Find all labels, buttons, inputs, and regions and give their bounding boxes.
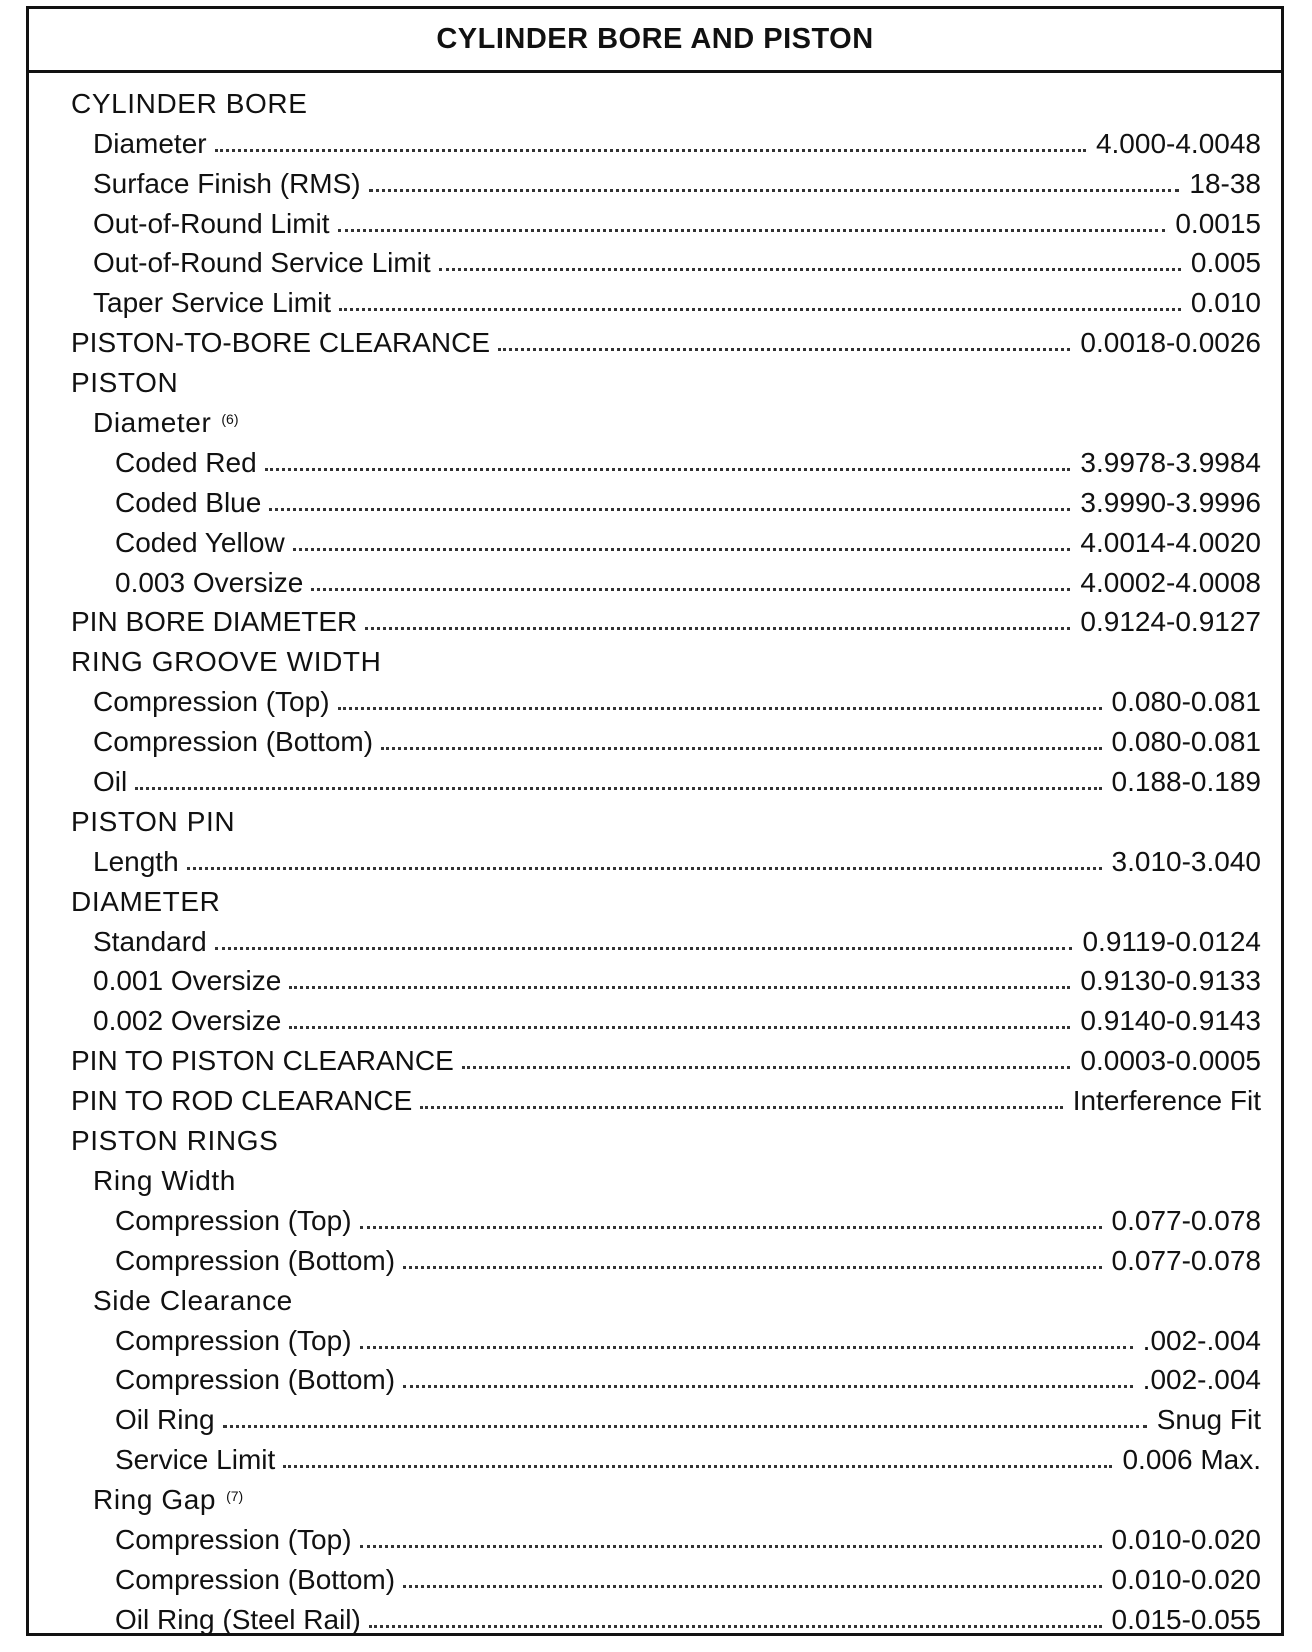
dot-leader: [293, 548, 1071, 551]
spec-value: 0.9119-0.0124: [1082, 925, 1261, 957]
spec-row: [71, 681, 1261, 721]
dot-leader: [439, 268, 1181, 271]
spec-value: 0.015-0.055: [1111, 1603, 1261, 1635]
spec-label: Service Limit: [115, 1444, 276, 1476]
dot-leader: [498, 348, 1070, 351]
spec-label: PIN TO ROD CLEARANCE: [71, 1085, 413, 1117]
spec-label: PIN BORE DIAMETER: [71, 606, 358, 638]
spec-value: 3.9978-3.9984: [1080, 446, 1261, 478]
dot-leader: [187, 867, 1102, 870]
spec-label: Out-of-Round Service Limit: [93, 247, 431, 279]
spec-value: 0.010: [1190, 287, 1261, 319]
dot-leader: [403, 1585, 1101, 1588]
section-heading: [71, 1280, 1261, 1320]
spec-row: [71, 1200, 1261, 1240]
footnote-marker: (6): [221, 411, 239, 428]
dot-leader: [403, 1266, 1101, 1269]
spec-row: [71, 1399, 1261, 1439]
spec-label: Standard: [93, 925, 207, 957]
section-heading: [71, 1120, 1261, 1160]
spec-label: Compression (Top): [115, 1523, 352, 1555]
spec-value: 0.9130-0.9133: [1080, 965, 1261, 997]
spec-label: DIAMETER: [71, 885, 221, 917]
spec-row: [71, 1559, 1261, 1599]
spec-value: 0.080-0.081: [1111, 726, 1261, 758]
dot-leader: [338, 707, 1102, 710]
spec-label: Coded Red: [115, 446, 257, 478]
dot-leader: [283, 1465, 1112, 1468]
dot-leader: [223, 1425, 1147, 1428]
spec-value: .002-.004: [1142, 1324, 1261, 1356]
table-title: CYLINDER BORE AND PISTON: [29, 9, 1281, 73]
dot-leader: [311, 588, 1070, 591]
spec-row: [71, 243, 1261, 283]
dot-leader: [215, 947, 1073, 950]
section-heading: [71, 1479, 1261, 1519]
dot-leader: [369, 189, 1180, 192]
spec-value: 0.188-0.189: [1111, 766, 1261, 798]
spec-value: 0.0015: [1175, 207, 1261, 239]
dot-leader: [369, 1625, 1102, 1628]
spec-label: Compression (Bottom): [115, 1364, 396, 1396]
dot-leader: [365, 627, 1070, 630]
spec-value: 0.080-0.081: [1111, 686, 1261, 718]
spec-row: [71, 1599, 1261, 1639]
spec-label: Surface Finish (RMS): [93, 167, 361, 199]
dot-leader: [381, 747, 1101, 750]
dot-leader: [289, 986, 1070, 989]
spec-value: 0.077-0.078: [1111, 1204, 1261, 1236]
spec-label: Compression (Top): [115, 1324, 352, 1356]
spec-value: 3.010-3.040: [1111, 845, 1261, 877]
spec-label: 0.003 Oversize: [115, 566, 304, 598]
spec-value: 0.005: [1190, 247, 1261, 279]
spec-label: Ring Gap: [93, 1484, 217, 1516]
spec-label: Taper Service Limit: [93, 287, 332, 319]
spec-value: 18-38: [1189, 167, 1261, 199]
spec-row: [71, 1000, 1261, 1040]
spec-list: [71, 83, 1261, 1639]
spec-value: Interference Fit: [1072, 1085, 1261, 1117]
spec-value: 0.006 Max.: [1122, 1444, 1261, 1476]
spec-label: Compression (Bottom): [115, 1244, 396, 1276]
spec-value: 0.9124-0.9127: [1080, 606, 1261, 638]
spec-label: Diameter: [93, 127, 207, 159]
spec-row: [71, 282, 1261, 322]
dot-leader: [403, 1385, 1133, 1388]
section-heading: [71, 801, 1261, 841]
spec-label: RING GROOVE WIDTH: [71, 646, 382, 678]
spec-label: Length: [93, 845, 179, 877]
spec-row: [71, 921, 1261, 961]
dot-leader: [289, 1026, 1070, 1029]
dot-leader: [360, 1545, 1102, 1548]
spec-label: PISTON RINGS: [71, 1125, 279, 1157]
spec-row: [71, 961, 1261, 1001]
spec-label: Compression (Top): [93, 686, 330, 718]
spec-row: [71, 1080, 1261, 1120]
spec-row: [71, 1320, 1261, 1360]
spec-row: [71, 562, 1261, 602]
spec-label: Compression (Bottom): [93, 726, 374, 758]
spec-label: Ring Width: [93, 1164, 236, 1196]
dot-leader: [462, 1066, 1071, 1069]
spec-value: 4.0014-4.0020: [1080, 526, 1261, 558]
spec-row: [71, 442, 1261, 482]
spec-row: [71, 322, 1261, 362]
dot-leader: [338, 229, 1166, 232]
spec-value: 4.0002-4.0008: [1080, 566, 1261, 598]
dot-leader: [339, 308, 1181, 311]
spec-value: 3.9990-3.9996: [1080, 486, 1261, 518]
spec-row: [71, 1040, 1261, 1080]
spec-row: [71, 203, 1261, 243]
spec-label: 0.001 Oversize: [93, 965, 282, 997]
section-heading: [71, 1160, 1261, 1200]
dot-leader: [360, 1226, 1102, 1229]
spec-row: [71, 1240, 1261, 1280]
spec-row: [71, 1439, 1261, 1479]
section-heading: [71, 402, 1261, 442]
dot-leader: [135, 787, 1101, 790]
spec-row: [71, 163, 1261, 203]
spec-value: 0.010-0.020: [1111, 1563, 1261, 1595]
spec-table: [26, 6, 1284, 1636]
spec-label: PISTON PIN: [71, 805, 236, 837]
spec-label: Compression (Bottom): [115, 1563, 396, 1595]
spec-value: .002-.004: [1142, 1364, 1261, 1396]
spec-value: 0.0003-0.0005: [1080, 1045, 1261, 1077]
spec-row: [71, 841, 1261, 881]
spec-value: 0.9140-0.9143: [1080, 1005, 1261, 1037]
spec-label: Oil Ring: [115, 1404, 215, 1436]
spec-value: Snug Fit: [1156, 1404, 1261, 1436]
dot-leader: [215, 149, 1086, 152]
spec-value: 0.010-0.020: [1111, 1523, 1261, 1555]
spec-row: [71, 602, 1261, 642]
spec-label: Out-of-Round Limit: [93, 207, 330, 239]
spec-label: PIN TO PISTON CLEARANCE: [71, 1045, 454, 1077]
section-heading: [71, 362, 1261, 402]
dot-leader: [420, 1106, 1062, 1109]
dot-leader: [360, 1346, 1133, 1349]
spec-label: Diameter: [93, 407, 212, 439]
spec-value: 0.0018-0.0026: [1080, 327, 1261, 359]
spec-row: [71, 721, 1261, 761]
section-heading: [71, 641, 1261, 681]
spec-row: [71, 1519, 1261, 1559]
spec-label: 0.002 Oversize: [93, 1005, 282, 1037]
spec-label: Compression (Top): [115, 1204, 352, 1236]
spec-label: PISTON-TO-BORE CLEARANCE: [71, 327, 491, 359]
spec-label: Side Clearance: [93, 1284, 293, 1316]
spec-row: [71, 1360, 1261, 1400]
spec-row: [71, 761, 1261, 801]
spec-row: [71, 522, 1261, 562]
spec-label: Coded Yellow: [115, 526, 285, 558]
spec-label: PISTON: [71, 367, 179, 399]
spec-value: 0.077-0.078: [1111, 1244, 1261, 1276]
spec-row: [71, 482, 1261, 522]
spec-value: 4.000-4.0048: [1095, 127, 1261, 159]
spec-label: Oil: [93, 766, 128, 798]
section-heading: [71, 83, 1261, 123]
section-heading: [71, 881, 1261, 921]
spec-label: Coded Blue: [115, 486, 262, 518]
dot-leader: [265, 468, 1071, 471]
spec-row: [71, 123, 1261, 163]
spec-label: CYLINDER BORE: [71, 87, 308, 119]
spec-label: Oil Ring (Steel Rail): [115, 1603, 361, 1635]
footnote-marker: (7): [226, 1488, 244, 1505]
dot-leader: [269, 508, 1070, 511]
